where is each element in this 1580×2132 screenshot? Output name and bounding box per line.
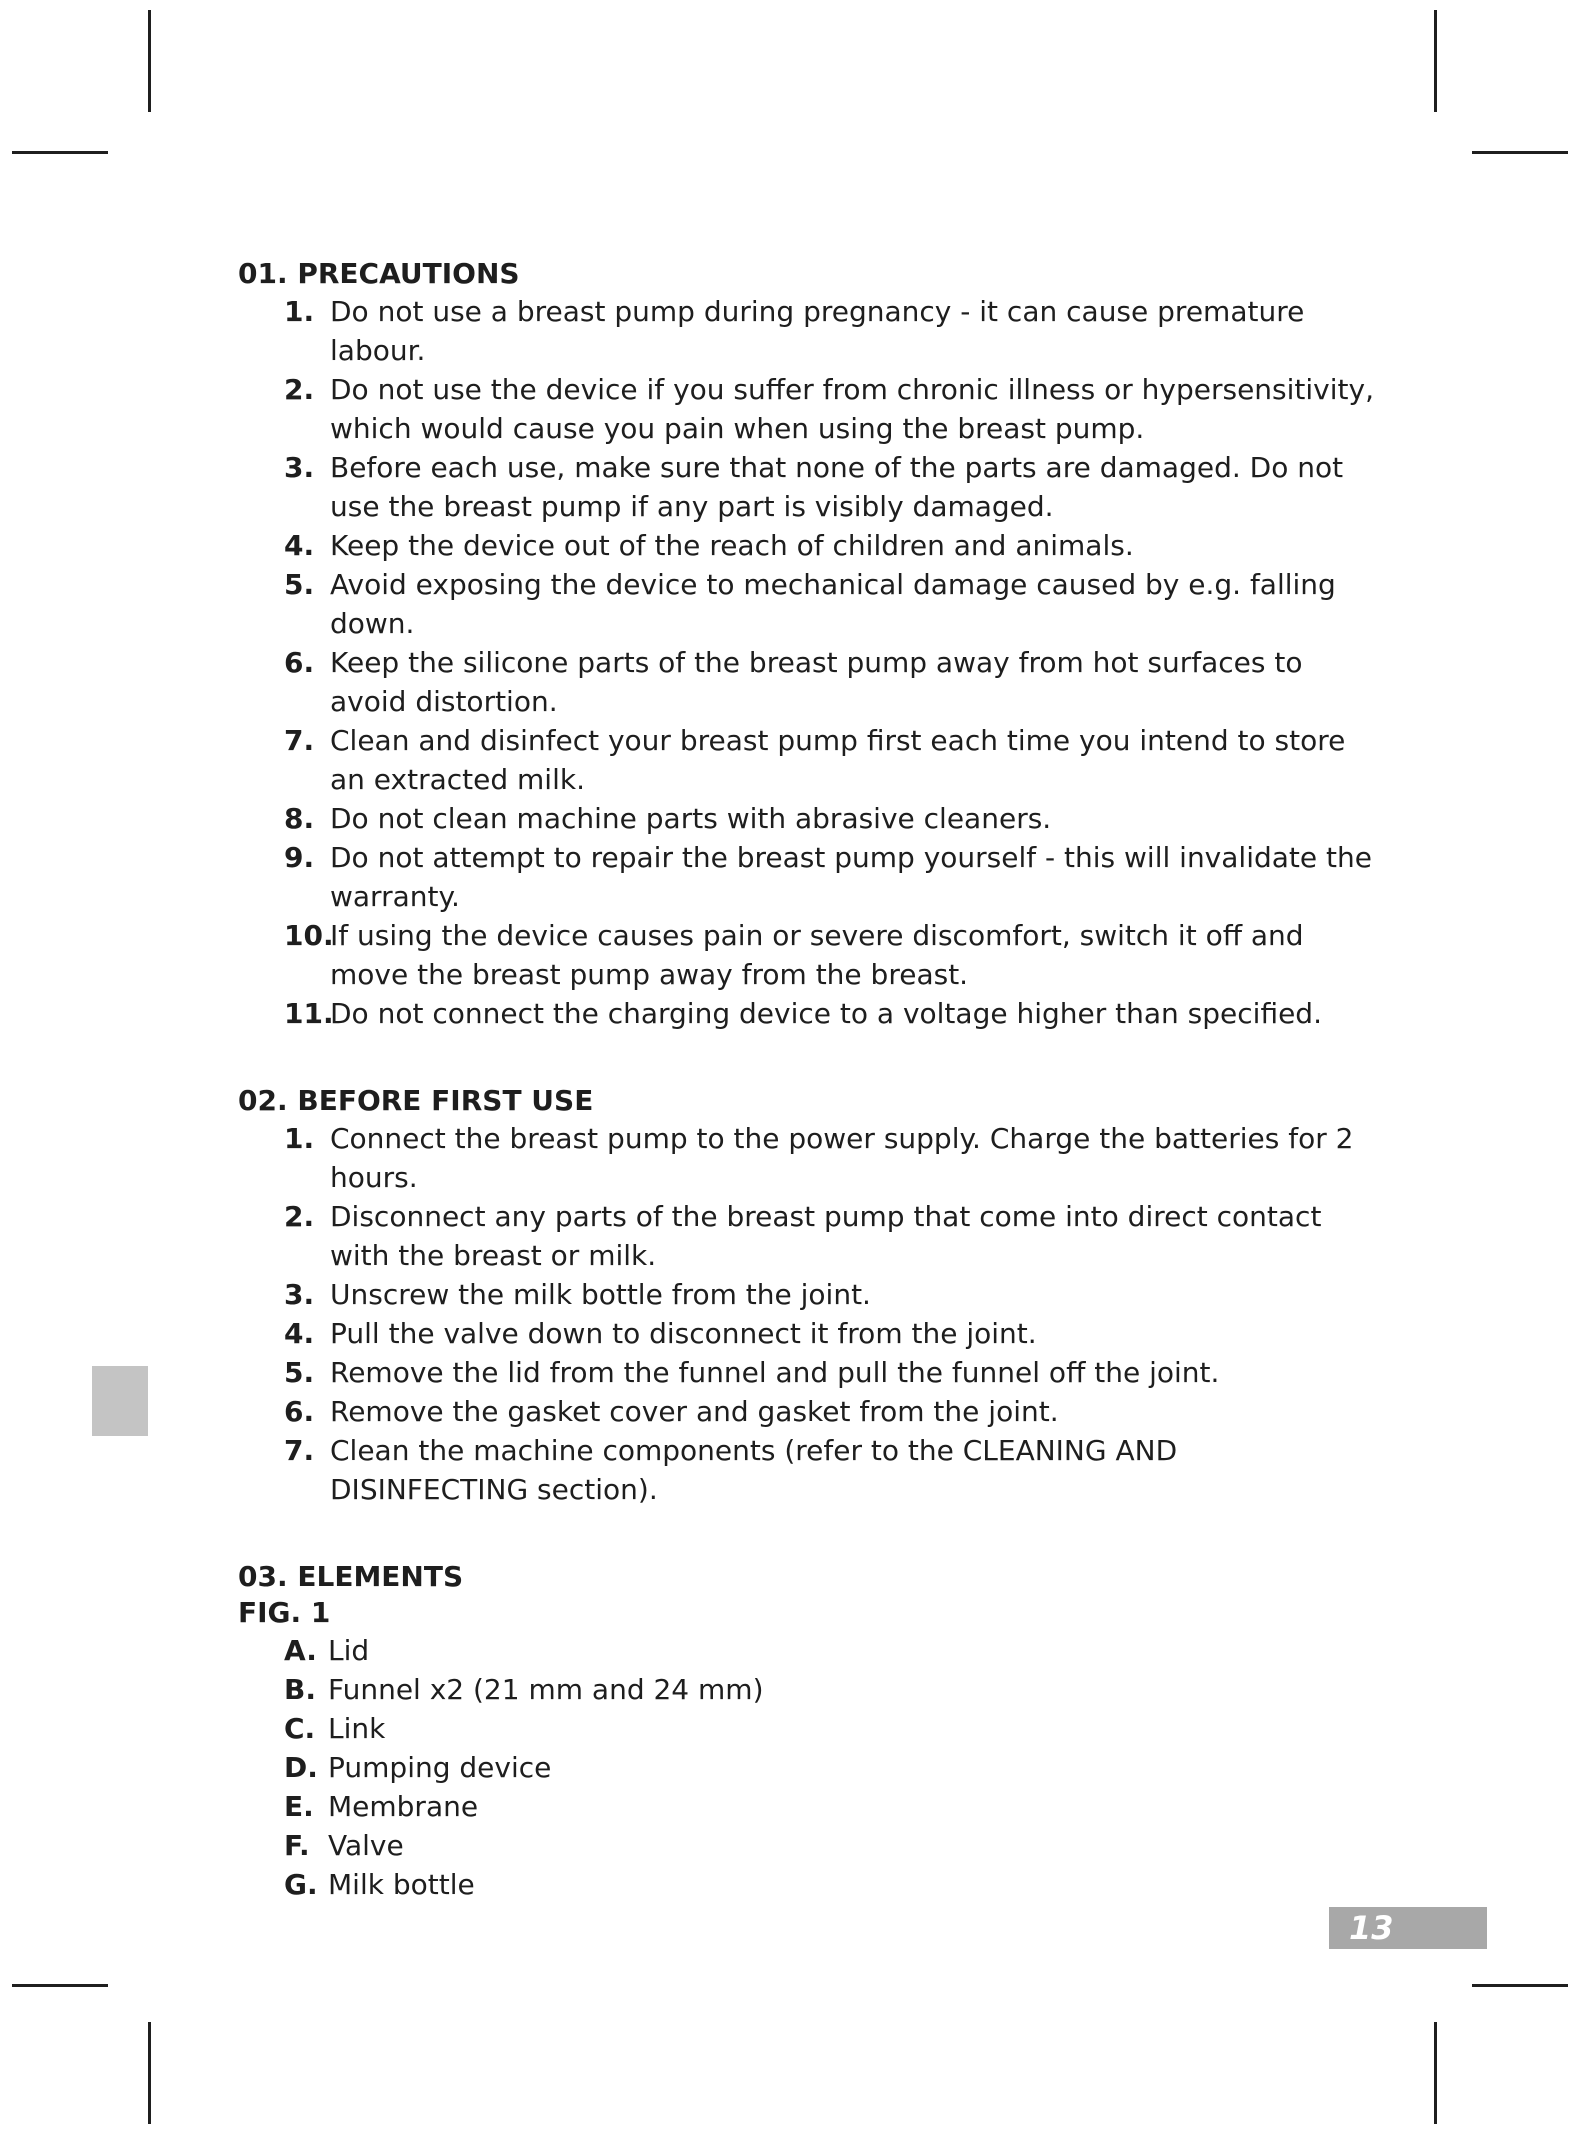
item-number: 7.	[284, 724, 315, 757]
item-number: 1.	[284, 1122, 315, 1155]
item-text: Do not clean machine parts with abrasive cleaners.	[330, 802, 1052, 835]
item-text: Do not connect the charging device to a voltage higher than specified.	[330, 997, 1322, 1030]
crop-mark-bottom-right-horizontal	[1472, 1984, 1568, 1987]
item-number: 3.	[284, 451, 315, 484]
list-item	[238, 1787, 1378, 1826]
item-text: Valve	[328, 1829, 404, 1862]
crop-mark-top-right-vertical	[1434, 10, 1437, 112]
page-number: 13	[1329, 1907, 1487, 1949]
item-text: Pull the valve down to disconnect it from the joint.	[330, 1317, 1037, 1350]
item-text: Do not attempt to repair the breast pump yourself - this will invalidate the warranty.	[330, 841, 1372, 913]
item-text: Funnel x2 (21 mm and 24 mm)	[328, 1673, 764, 1706]
item-text: Remove the lid from the funnel and pull the funnel off the joint.	[330, 1356, 1220, 1389]
before-first-use-list	[238, 1119, 1378, 1509]
section-title: 02. BEFORE FIRST USE	[238, 1084, 594, 1117]
section-title: 03. ELEMENTS	[238, 1560, 464, 1593]
item-number: 8.	[284, 802, 315, 835]
item-text: Remove the gasket cover and gasket from the joint.	[330, 1395, 1059, 1428]
item-number: 1.	[284, 295, 315, 328]
list-item	[238, 1431, 1378, 1509]
list-item	[238, 1353, 1378, 1392]
figure-label: FIG. 1	[238, 1596, 331, 1629]
item-text: Do not use the device if you suffer from chronic illness or hypersensitivity, which would cause you pain when using the breast pump.	[330, 373, 1374, 445]
item-text: Do not use a breast pump during pregnancy - it can cause premature labour.	[330, 295, 1305, 367]
item-number: 9.	[284, 841, 315, 874]
item-text: Before each use, make sure that none of the parts are damaged. Do not use the breast pump if any part is visibly damaged.	[330, 451, 1344, 523]
item-text: Membrane	[328, 1790, 479, 1823]
section-title: 01. PRECAUTIONS	[238, 257, 520, 290]
crop-mark-top-right-horizontal	[1472, 151, 1568, 154]
item-text: Link	[328, 1712, 386, 1745]
item-text: Disconnect any parts of the breast pump that come into direct contact with the breast or milk.	[330, 1200, 1322, 1272]
list-item	[238, 1709, 1378, 1748]
item-number: 11.	[284, 997, 334, 1030]
manual-content	[238, 256, 1378, 1904]
item-number: 6.	[284, 1395, 315, 1428]
list-item	[238, 1314, 1378, 1353]
list-item	[238, 1631, 1378, 1670]
list-item	[238, 1275, 1378, 1314]
list-item	[238, 1119, 1378, 1197]
item-number: 10.	[284, 919, 334, 952]
item-text: Milk bottle	[328, 1868, 475, 1901]
list-item	[238, 526, 1378, 565]
list-item	[238, 1197, 1378, 1275]
item-letter: F.	[284, 1829, 310, 1862]
item-letter: C.	[284, 1712, 316, 1745]
crop-mark-bottom-right-vertical	[1434, 2022, 1437, 2124]
list-item	[238, 1392, 1378, 1431]
item-number: 2.	[284, 1200, 315, 1233]
list-item	[238, 292, 1378, 370]
list-item	[238, 643, 1378, 721]
section-elements	[238, 1559, 1378, 1904]
item-text: Lid	[328, 1634, 370, 1667]
crop-mark-top-left-horizontal	[12, 151, 108, 154]
side-tab-marker	[92, 1366, 148, 1436]
item-number: 3.	[284, 1278, 315, 1311]
list-item	[238, 565, 1378, 643]
item-letter: G.	[284, 1868, 318, 1901]
item-number: 5.	[284, 1356, 315, 1389]
item-text: Keep the silicone parts of the breast pump away from hot surfaces to avoid distortion.	[330, 646, 1303, 718]
item-number: 2.	[284, 373, 315, 406]
list-item	[238, 799, 1378, 838]
list-item	[238, 1748, 1378, 1787]
crop-mark-bottom-left-horizontal	[12, 1984, 108, 1987]
item-number: 5.	[284, 568, 315, 601]
item-number: 4.	[284, 1317, 315, 1350]
list-item	[238, 448, 1378, 526]
item-number: 6.	[284, 646, 315, 679]
list-item	[238, 1865, 1378, 1904]
item-text: Unscrew the milk bottle from the joint.	[330, 1278, 871, 1311]
item-letter: A.	[284, 1634, 317, 1667]
list-item	[238, 916, 1378, 994]
item-text: Clean and disinfect your breast pump first each time you intend to store an extracted milk.	[330, 724, 1346, 796]
item-number: 4.	[284, 529, 315, 562]
item-text: If using the device causes pain or severe discomfort, switch it off and move the breast pump away from the breast.	[330, 919, 1304, 991]
elements-list	[238, 1631, 1378, 1904]
item-number: 7.	[284, 1434, 315, 1467]
list-item	[238, 721, 1378, 799]
list-item	[238, 1826, 1378, 1865]
section-precautions	[238, 256, 1378, 1033]
list-item	[238, 838, 1378, 916]
item-text: Pumping device	[328, 1751, 552, 1784]
item-text: Connect the breast pump to the power supply. Charge the batteries for 2 hours.	[330, 1122, 1354, 1194]
crop-mark-bottom-left-vertical	[148, 2022, 151, 2124]
crop-mark-top-left-vertical	[148, 10, 151, 112]
item-text: Keep the device out of the reach of children and animals.	[330, 529, 1134, 562]
list-item	[238, 370, 1378, 448]
item-letter: E.	[284, 1790, 314, 1823]
item-text: Clean the machine components (refer to the CLEANING AND DISINFECTING section).	[330, 1434, 1178, 1506]
item-text: Avoid exposing the device to mechanical damage caused by e.g. falling down.	[330, 568, 1336, 640]
list-item	[238, 994, 1378, 1033]
list-item	[238, 1670, 1378, 1709]
item-letter: B.	[284, 1673, 316, 1706]
item-letter: D.	[284, 1751, 318, 1784]
section-before-first-use	[238, 1083, 1378, 1509]
precautions-list	[238, 292, 1378, 1033]
